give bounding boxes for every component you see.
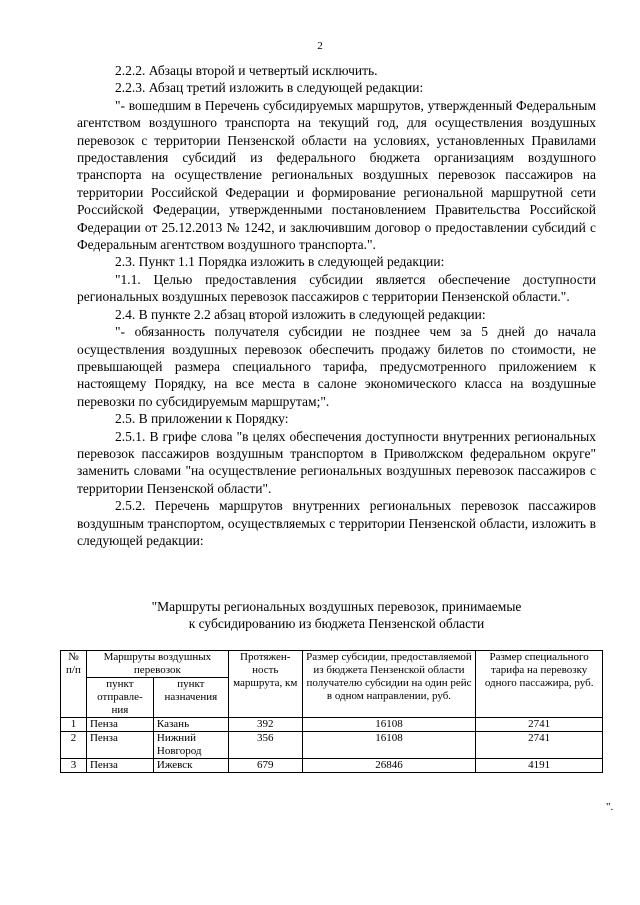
table-row	[61, 732, 603, 759]
paragraph: 2.5.2. Перечень маршрутов внутренних региональных перевозок пассажиров воздушным транспортом, осуществляемых с территории Пензенской области, изложить в следующей редакции:	[77, 498, 596, 548]
paragraph: 2.4. В пункте 2.2 абзац второй изложить в следующей редакции:	[115, 306, 486, 322]
table-row	[61, 759, 603, 773]
header-routes: Маршруты воздушных перевозок	[86, 651, 228, 678]
cell-length: 392	[228, 718, 302, 732]
cell-tariff: 2741	[476, 732, 603, 759]
cell-num: 1	[61, 718, 87, 732]
cell-tariff: 4191	[476, 759, 603, 773]
table-heading	[77, 598, 596, 633]
header-to: пункт назначения	[153, 678, 228, 718]
paragraph: "- вошедшим в Перечень субсидируемых маршрутов, утвержденный Федеральным агентством воздушного транспорта на текущий год, для осуществления воздушных перевозок с территории Пензенской области на условиях, установленных Правилами предоставления субсидий из федерального бюджета организациям воздушного транспорта на осуществление региональных воздушных перевозок пассажиров на территории Российской Федерации и формирование региональной маршрутной сети Российской Федерации, утвержденными постановлением Правительства Российской Федерации от 25.12.2013 № 1242, и заключившим договор о предоставлении субсидий с Федеральным агентством воздушного транспорта.".	[77, 97, 596, 253]
cell-to: Казань	[153, 718, 228, 732]
paragraph: "- обязанность получателя субсидии не позднее чем за 5 дней до начала осуществления воздушных перевозок обеспечить продажу билетов по стоимости, не превышающей размера специального тарифа, предусмотренного приложением к настоящему Порядку, на все места в салоне экономического класса на воздушные перевозки по субсидируемым маршрутам;".	[77, 324, 596, 409]
cell-length: 356	[228, 732, 302, 759]
table-header-row	[61, 651, 603, 678]
cell-from: Пенза	[86, 732, 153, 759]
header-subsidy: Размер субсидии, предоставляемой из бюджета Пензенской области получателю субсидии на один рейс в одном направлении, руб.	[302, 651, 476, 718]
header-tariff: Размер специального тарифа на перевозку одного пассажира, руб.	[476, 651, 603, 718]
closing-quote-mark: ".	[606, 801, 614, 813]
cell-subsidy: 16108	[302, 718, 476, 732]
cell-from: Пенза	[86, 759, 153, 773]
table-heading-line: "Маршруты региональных воздушных перевозок, принимаемые	[151, 599, 522, 614]
routes-table	[60, 650, 603, 773]
cell-to: Ижевск	[153, 759, 228, 773]
cell-subsidy: 26846	[302, 759, 476, 773]
cell-tariff: 2741	[476, 718, 603, 732]
paragraph: 2.2.3. Абзац третий изложить в следующей редакции:	[115, 80, 424, 96]
header-length: Протяжен-ность маршрута, км	[228, 651, 302, 718]
cell-num: 2	[61, 732, 87, 759]
paragraph: 2.5. В приложении к Порядку:	[115, 411, 289, 427]
cell-length: 679	[228, 759, 302, 773]
paragraph: 2.5.1. В грифе слова "в целях обеспечения доступности внутренних региональных перевозок пассажиров воздушным транспортом в Приволжском федеральном округе" заменить словами "на осуществление региональных воздушных перевозок пассажиров с территории Пензенской области".	[77, 428, 596, 496]
cell-num: 3	[61, 759, 87, 773]
paragraph: 2.3. Пункт 1.1 Порядка изложить в следующей редакции:	[115, 254, 445, 270]
header-num: № п/п	[61, 651, 87, 718]
table-heading-line: к субсидированию из бюджета Пензенской области	[188, 616, 485, 632]
cell-to: Нижний Новгород	[153, 732, 228, 759]
cell-subsidy: 16108	[302, 732, 476, 759]
paragraph: 2.2.2. Абзацы второй и четвертый исключить.	[115, 63, 378, 78]
header-from: пункт отправле-ния	[86, 678, 153, 718]
page-number: 2	[317, 40, 323, 52]
body-text	[77, 62, 596, 549]
paragraph: "1.1. Целью предоставления субсидии является обеспечение доступности региональных воздушных перевозок пассажиров с территории Пензенской области.".	[77, 271, 596, 305]
table-row	[61, 718, 603, 732]
cell-from: Пенза	[86, 718, 153, 732]
